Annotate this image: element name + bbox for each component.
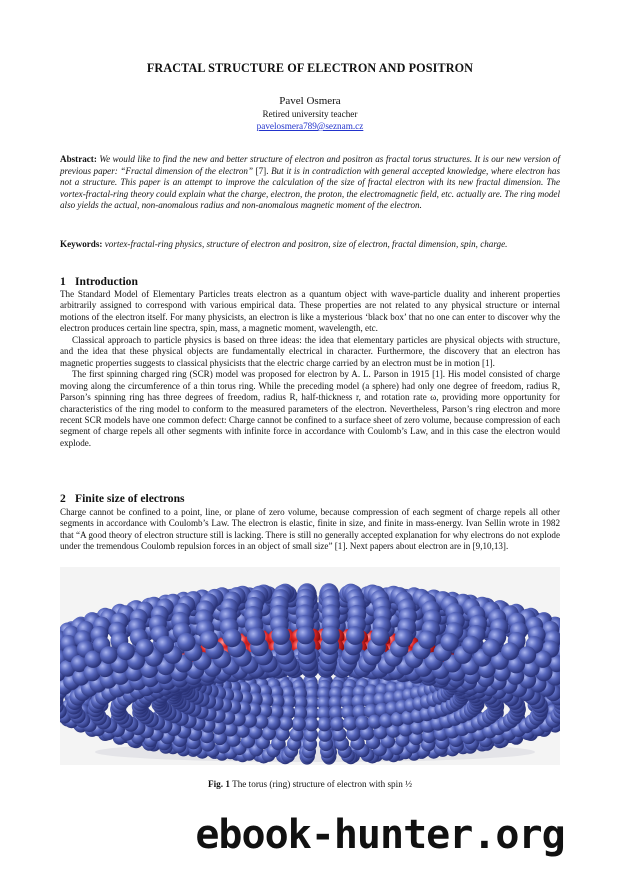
paragraph: Charge cannot be confined to a point, line, or plane of zero volume, because compression of each segment of charge repels all other segments in accordance with Coulomb’s Law. The electron is elastic, finite in size, and finite in mass-energy. Ivan Sellin wrote in 1982 that “A good theory of electron structure still is lacking. There is still no generally accepted explanation for why electrons do not explode under the tremendous Coulomb repulsion forces in an object of small size” [1]. Next papers about electron are in [9,10,13]. (60, 507, 560, 552)
blue-bead (200, 631, 218, 649)
abstract-label: Abstract: (60, 154, 97, 164)
blue-bead (482, 639, 500, 657)
keywords (60, 239, 560, 251)
blue-bead (519, 646, 537, 664)
section-body-introduction (60, 289, 560, 449)
blue-bead (100, 646, 118, 664)
abstract (60, 154, 560, 212)
paragraph: Classical approach to particle physics is based on three ideas: the idea that elementary particles are physical objects with structure, and the idea that these physical objects are fundamentally electrical in character. Furthermore, the discovery that an electron has magnetic properties suggests to classical physicists that the electric charge carried by an electron must be in motion [1]. (60, 334, 560, 368)
blue-bead (136, 639, 154, 657)
section-heading-introduction (60, 275, 138, 288)
section-body-finite-size (60, 507, 560, 553)
blue-bead (117, 642, 135, 660)
section-heading-finite-size (60, 492, 185, 505)
abstract-quote: “Fractal dimension of the electron” (120, 165, 254, 176)
author-name: Pavel Osmera (279, 95, 341, 107)
blue-bead (156, 636, 174, 654)
figure-caption (60, 779, 560, 789)
blue-bead (371, 627, 390, 646)
blue-bead (330, 717, 344, 731)
blue-bead (418, 631, 436, 649)
blue-bead (304, 717, 318, 731)
blue-bead (266, 716, 280, 730)
keywords-text: vortex-fractal-ring physics, structure of electron and positron, size of electron, fractal dimension, spin, charge. (102, 239, 508, 249)
blue-bead (223, 629, 242, 648)
blue-bead (247, 627, 266, 646)
author-email-link[interactable]: pavelosmera789@seznam.cz (256, 121, 364, 131)
author-affiliation: Retired university teacher (262, 109, 358, 119)
blue-bead (291, 717, 305, 731)
blue-bead (317, 717, 331, 731)
section-number: 1 (60, 275, 66, 288)
section-title: Finite size of electrons (75, 492, 185, 505)
section-title: Introduction (75, 275, 138, 288)
keywords-label: Keywords: (60, 239, 103, 249)
blue-bead (177, 633, 195, 651)
abstract-text-1: We would like to find the new and better structure of electron and positron as fractal torus structures. It is our new version of previous paper: (60, 154, 560, 176)
blue-bead (279, 716, 293, 730)
blue-bead (395, 629, 414, 648)
figure-torus-image (60, 567, 560, 765)
paragraph: The Standard Model of Elementary Particles treats electron as a quantum object with wave-particle duality and inherent properties arbitrarily assigned to correspond with various empirical data. These properties are not related to any physical structure or internal motions of the electron itself. For many physicists, an electron is like a mysterious ‘black box’ that no one can enter to discover why the electron produces certain line spectra, spin, mass, a magnetic moment, wavelength, etc. (60, 289, 560, 334)
paper-title: FRACTAL STRUCTURE OF ELECTRON AND POSITRON (146, 61, 474, 75)
figure-caption-text: The torus (ring) structure of electron with spin ½ (229, 779, 412, 789)
blue-bead (346, 626, 365, 645)
torus-illustration (60, 567, 560, 765)
blue-bead (271, 626, 290, 645)
abstract-ref: [7]. (253, 165, 272, 176)
blue-bead (501, 642, 519, 660)
torus-beads (60, 583, 560, 764)
blue-bead (462, 636, 480, 654)
paragraph: The first spinning charged ring (SCR) model was proposed for electron by A. L. Parson in 1915 [1]. His model consisted of charge moving along the circumference of a thin torus ring. While the preceding model (a sphere) had only one degree of freedom, radius R, Parson’s spinning ring has three degrees of freedom, radius R, half-thickness r, and rotation rate ω, providing more opportunity for characteristics of the ring model to conform to the measured parameters of the electron. Nevertheless, Parson’s ring electron and more recent SCR models have one common defect: Charge cannot be confined to a surface sheet of zero volume, because compression of each segment of charge repels all other segments with infinite force in accordance with Coulomb’s Law, and in this case the electron would explode. (60, 369, 560, 448)
blue-bead (355, 716, 369, 730)
blue-bead (441, 633, 459, 651)
figure-label: Fig. 1 (208, 779, 230, 789)
blue-bead (321, 626, 340, 645)
blue-bead (296, 626, 315, 645)
abstract-text-2: But it is in contradiction with general accepted knowledge, where electron has not a structure. This paper is an attempt to improve the calculation of the size of fractal electron with its new fractal dimension. The vortex-fractal-ring theory could explain what the charge, electron, the proton, the electromagnetic field, etc. actually are. The ring model also yields the actual, non-anomalous radius and non-anomalous magnetic moment of the electron. (60, 165, 560, 211)
blue-bead (343, 716, 357, 730)
section-number: 2 (60, 492, 66, 505)
watermark-logo: ebook-hunter.org (195, 812, 565, 858)
